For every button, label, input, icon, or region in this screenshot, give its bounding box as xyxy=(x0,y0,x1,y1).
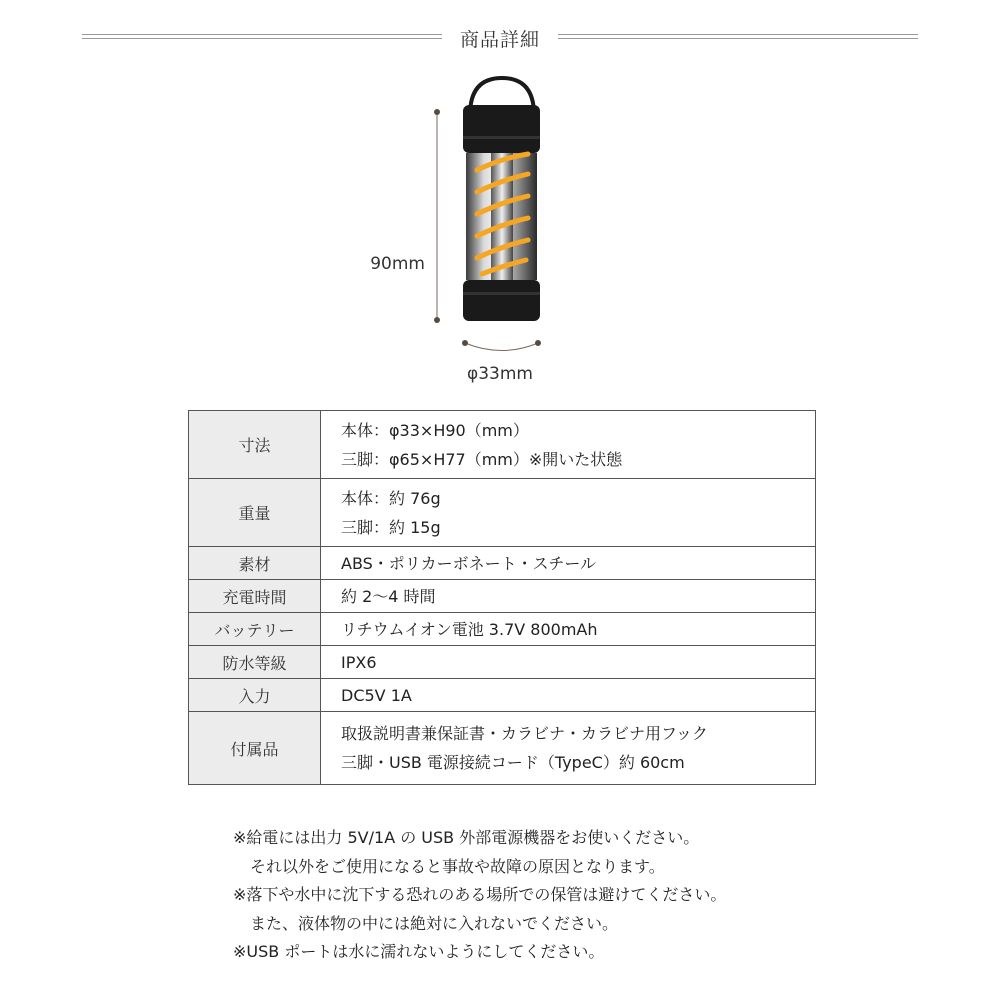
value-line: ABS・ポリカーボネート・スチール xyxy=(341,553,596,573)
table-row xyxy=(189,547,816,580)
value-line: リチウムイオン電池 3.7V 800mAh xyxy=(341,619,598,639)
row-value xyxy=(321,679,816,712)
section-title: 商品詳細 xyxy=(459,29,540,51)
row-label: 防水等級 xyxy=(189,646,321,679)
table-row xyxy=(189,679,816,712)
value-line: DC5V 1A xyxy=(341,685,412,705)
section-header xyxy=(82,22,918,52)
row-value xyxy=(321,646,816,679)
value-line: 取扱説明書兼保証書・カラビナ・カラビナ用フック xyxy=(341,724,708,743)
lantern-bottom-cap xyxy=(463,280,540,321)
diameter-label: φ33mm xyxy=(467,364,533,384)
value-line: 約 2〜4 時間 xyxy=(341,586,436,606)
product-diagram xyxy=(360,70,640,400)
note-line: ※USB ポートは水に濡れないようにしてください。 xyxy=(233,942,605,961)
note-line: それ以外をご使用になると事故や故障の原因となります。 xyxy=(250,856,665,876)
header-rule-right xyxy=(558,34,918,39)
spec-table xyxy=(188,410,816,785)
value-line: 三脚：約 15g xyxy=(341,517,441,537)
lantern-top-cap xyxy=(463,105,540,153)
row-value xyxy=(321,712,816,785)
row-label: 素材 xyxy=(189,547,321,580)
value-line: IPX6 xyxy=(341,652,377,672)
row-value xyxy=(321,613,816,646)
row-value xyxy=(321,479,816,547)
value-line: 三脚・USB 電源接続コード（TypeC）約 60cm xyxy=(341,753,685,772)
table-row xyxy=(189,411,816,479)
height-dimension-line xyxy=(434,109,440,323)
table-row xyxy=(189,613,816,646)
row-label: バッテリー xyxy=(189,613,321,646)
notes-section xyxy=(233,824,726,967)
note-line: ※落下や水中に沈下する恐れのある場所での保管は避けてください。 xyxy=(233,885,727,904)
diameter-dimension-line xyxy=(462,340,541,351)
table-row xyxy=(189,479,816,547)
value-line: 三脚：φ65×H77（mm）※開いた状態 xyxy=(341,449,623,469)
row-label: 入力 xyxy=(189,679,321,712)
height-label: 90mm xyxy=(370,254,425,274)
row-label: 寸法 xyxy=(189,411,321,479)
row-value xyxy=(321,547,816,580)
row-label: 重量 xyxy=(189,479,321,547)
lantern-illustration xyxy=(360,70,640,400)
table-row xyxy=(189,646,816,679)
row-value xyxy=(321,580,816,613)
value-line: 本体：約 76g xyxy=(341,488,441,508)
note-line: ※給電には出力 5V/1A の USB 外部電源機器をお使いください。 xyxy=(233,828,700,847)
table-row xyxy=(189,712,816,785)
row-label: 付属品 xyxy=(189,712,321,785)
note-line: また、液体物の中には絶対に入れないでください。 xyxy=(250,913,619,933)
value-line: 本体：φ33×H90（mm） xyxy=(341,420,529,440)
row-value xyxy=(321,411,816,479)
row-label: 充電時間 xyxy=(189,580,321,613)
table-row xyxy=(189,580,816,613)
